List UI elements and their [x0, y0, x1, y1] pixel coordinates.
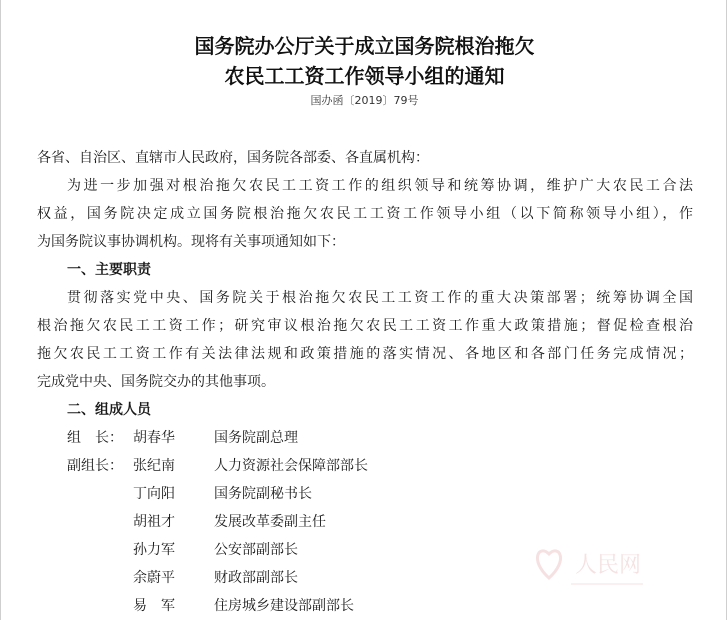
member-role: 副组长： [67, 458, 123, 474]
watermark-logo [531, 538, 651, 598]
intro-line-1: 为进一步加强对根治拖欠农民工工资工作的组织领导和统筹协调，维护广大农民工合法 [67, 178, 693, 194]
salutation: 各省、自治区、直辖市人民政府，国务院各部委、各直属机构： [37, 150, 429, 166]
member-name: 胡祖才 [133, 514, 175, 530]
document-number: 国办函〔2019〕79号 [310, 94, 419, 107]
section-2-heading: 二、组成人员 [67, 402, 151, 418]
member-role: 组 长： [67, 430, 123, 446]
member-name: 余蔚平 [133, 570, 175, 586]
section-1-line-4: 完成党中央、国务院交办的其他事项。 [37, 374, 275, 390]
document-title-line-2: 农民工工资工作领导小组的通知 [224, 64, 505, 88]
member-position: 人力资源社会保障部部长 [214, 458, 368, 474]
intro-line-3: 为国务院议事协调机构。现将有关事项通知如下： [37, 234, 345, 250]
document-title-line-1: 国务院办公厅关于成立国务院根治拖欠 [194, 34, 535, 58]
svg-text:人民网: 人民网 [575, 553, 642, 578]
member-name: 张纪南 [133, 458, 175, 474]
section-1-line-1: 贯彻落实党中央、国务院关于根治拖欠农民工工资工作的重大决策部署；统筹协调全国 [67, 290, 693, 306]
member-name: 丁向阳 [133, 486, 175, 502]
member-position: 发展改革委副主任 [214, 514, 326, 530]
member-position: 国务院副秘书长 [214, 486, 312, 502]
section-1-line-3: 拖欠农民工工资工作有关法律法规和政策措施的落实情况、各地区和各部门任务完成情况； [37, 346, 693, 362]
member-position: 住房城乡建设部副部长 [214, 598, 354, 614]
member-position: 财政部副部长 [214, 570, 298, 586]
intro-line-2: 权益，国务院决定成立国务院根治拖欠农民工工资工作领导小组（以下简称领导小组），作 [37, 206, 693, 222]
section-1-line-2: 根治拖欠农民工工资工作；研究审议根治拖欠农民工工资工作重大政策措施；督促检查根治 [37, 318, 693, 334]
member-position: 公安部副部长 [214, 542, 298, 558]
member-position: 国务院副总理 [214, 430, 298, 446]
member-name: 胡春华 [133, 430, 175, 446]
member-name: 易 军 [133, 598, 175, 614]
section-1-heading: 一、主要职责 [67, 262, 151, 278]
member-name: 孙力军 [133, 542, 175, 558]
